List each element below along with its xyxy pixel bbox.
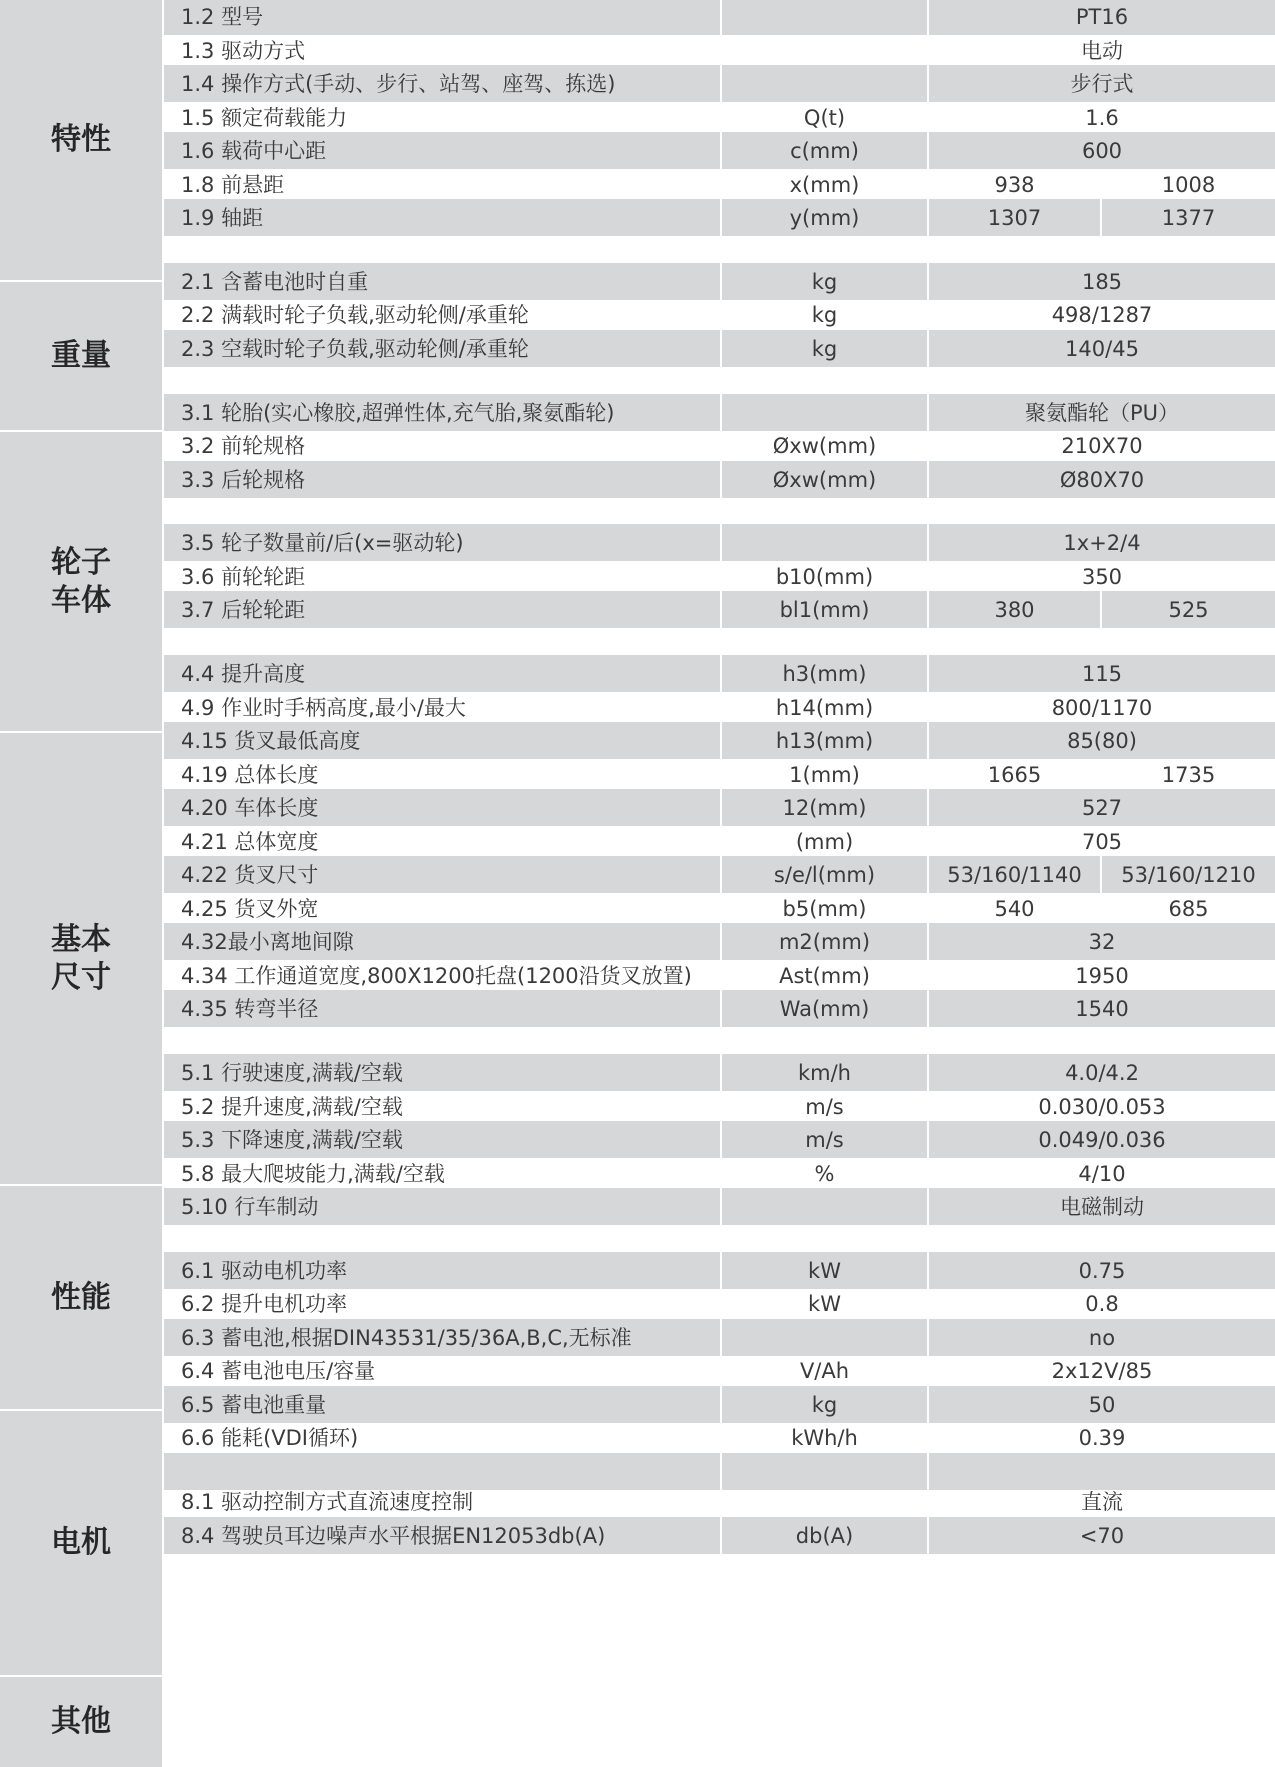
spec-unit: Øxw(mm) <box>722 461 927 498</box>
spec-unit <box>722 524 927 561</box>
spec-unit: 1(mm) <box>789 762 860 787</box>
spec-label: 3.1 轮胎(实心橡胶,超弹性体,充气胎,聚氨酯轮) <box>164 394 720 431</box>
spec-row <box>164 199 1275 236</box>
spec-row <box>164 330 1275 367</box>
spec-label: 5.8 最大爬坡能力,满载/空载 <box>181 1161 445 1186</box>
spec-label: 8.4 驾驶员耳边噪声水平根据EN12053db(A) <box>164 1517 720 1554</box>
spec-row <box>164 1483 1275 1520</box>
spec-value: 210X70 <box>1061 434 1143 459</box>
spec-unit <box>722 32 927 69</box>
spec-label: 1.4 操作方式(手动、步行、站驾、座驾、拣选) <box>164 65 720 102</box>
spec-label: 4.15 货叉最低高度 <box>164 722 720 759</box>
spec-value: 1.6 <box>1085 105 1119 130</box>
spec-value: 电磁制动 <box>929 1188 1275 1225</box>
spec-label: 1.2 型号 <box>164 0 720 35</box>
spec-row <box>164 461 1275 498</box>
spec-value: 185 <box>929 263 1275 300</box>
spec-unit: km/h <box>722 1054 927 1091</box>
spec-row <box>164 1188 1275 1225</box>
spec-row <box>164 524 1275 561</box>
spec-label: 3.2 前轮规格 <box>181 434 306 459</box>
spec-value: 0.75 <box>929 1252 1275 1289</box>
spec-value: 0.39 <box>1078 1426 1126 1451</box>
spec-value-1: 1307 <box>929 199 1100 236</box>
category-label: 轮子 车体 <box>0 432 162 731</box>
spec-unit: db(A) <box>722 1517 927 1554</box>
spec-unit: s/e/l(mm) <box>722 856 927 893</box>
spec-label: 4.32最小离地间隙 <box>164 923 720 960</box>
spec-unit: Q(t) <box>803 105 846 130</box>
spec-label: 6.6 能耗(VDI循环) <box>181 1426 359 1451</box>
spec-row <box>164 856 1275 893</box>
spec-unit: h13(mm) <box>722 722 927 759</box>
spec-label: 5.1 行驶速度,满载/空载 <box>164 1054 720 1091</box>
spec-value: PT16 <box>929 0 1275 35</box>
spec-unit: Wa(mm) <box>722 990 927 1027</box>
spec-row <box>164 1121 1275 1158</box>
spec-value-2: 53/160/1210 <box>1102 856 1275 893</box>
spec-value: 步行式 <box>929 65 1275 102</box>
category-label: 基本 尺寸 <box>0 733 162 1184</box>
spec-value-2: 1377 <box>1102 199 1275 236</box>
spec-value-1: 1665 <box>987 762 1042 787</box>
spec-label: 1.8 前悬距 <box>181 172 285 197</box>
spec-label: 1.6 载荷中心距 <box>164 132 720 169</box>
category-label: 性能 <box>0 1186 162 1409</box>
spec-row <box>164 1386 1275 1423</box>
spec-label: 2.3 空载时轮子负载,驱动轮侧/承重轮 <box>164 330 720 367</box>
spec-unit: V/Ah <box>799 1359 850 1384</box>
spec-value-1: 53/160/1140 <box>929 856 1100 893</box>
spec-label: 5.2 提升速度,满载/空载 <box>181 1094 403 1119</box>
spec-label: 8.1 驱动控制方式直流速度控制 <box>181 1490 474 1515</box>
spec-label: 3.3 后轮规格 <box>164 461 720 498</box>
spec-value: no <box>929 1319 1275 1356</box>
spec-label: 5.3 下降速度,满载/空载 <box>164 1121 720 1158</box>
spec-row <box>164 1285 1275 1322</box>
spec-unit: % <box>814 1161 835 1186</box>
spec-value: 4/10 <box>1078 1161 1126 1186</box>
spec-unit: bl1(mm) <box>722 591 927 628</box>
spec-label: 1.5 额定荷载能力 <box>181 105 348 130</box>
spec-label: 6.2 提升电机功率 <box>181 1292 348 1317</box>
spec-value: 50 <box>929 1386 1275 1423</box>
spec-value-1: 380 <box>929 591 1100 628</box>
spec-row <box>164 558 1275 595</box>
spec-row <box>164 923 1275 960</box>
spec-value: 4.0/4.2 <box>929 1054 1275 1091</box>
spec-label: 4.20 车体长度 <box>164 789 720 826</box>
spec-label: 1.9 轴距 <box>164 199 720 236</box>
spec-value: 85(80) <box>929 722 1275 759</box>
spec-row <box>164 1419 1275 1456</box>
spec-unit: c(mm) <box>722 132 927 169</box>
spec-value: Ø80X70 <box>929 461 1275 498</box>
spec-unit: h14(mm) <box>775 695 874 720</box>
spec-row <box>164 99 1275 136</box>
spec-label: 6.3 蓄电池,根据DIN43531/35/36A,B,C,无标准 <box>164 1319 720 1356</box>
spec-row <box>164 427 1275 464</box>
spec-label: 6.4 蓄电池电压/容量 <box>181 1359 376 1384</box>
spec-value: 1950 <box>1075 963 1129 988</box>
spec-label: 4.34 工作通道宽度,800X1200托盘(1200沿货叉放置) <box>181 963 692 988</box>
spec-label: 4.35 转弯半径 <box>164 990 720 1027</box>
spec-label: 4.4 提升高度 <box>164 655 720 692</box>
spec-label: 3.6 前轮轮距 <box>181 564 306 589</box>
spec-unit: h3(mm) <box>722 655 927 692</box>
spec-row <box>164 296 1275 333</box>
spec-unit <box>722 1188 927 1225</box>
spec-value: 0.049/0.036 <box>929 1121 1275 1158</box>
spec-value: 115 <box>929 655 1275 692</box>
spec-unit <box>722 65 927 102</box>
spec-row <box>164 1252 1275 1289</box>
spec-label: 5.10 行车制动 <box>164 1188 720 1225</box>
spec-value-2: 1735 <box>1161 762 1216 787</box>
spec-label: 6.5 蓄电池重量 <box>164 1386 720 1423</box>
spec-row <box>164 789 1275 826</box>
spec-unit: kWh/h <box>791 1426 858 1451</box>
spec-unit: 12(mm) <box>722 789 927 826</box>
spec-unit: b10(mm) <box>775 564 874 589</box>
spec-unit: m2(mm) <box>722 923 927 960</box>
spec-row <box>164 890 1275 927</box>
spec-value: 800/1170 <box>1051 695 1153 720</box>
spec-value-1: 540 <box>994 896 1035 921</box>
spec-row <box>164 0 1275 35</box>
spec-row <box>164 823 1275 860</box>
spec-unit: kg <box>722 263 927 300</box>
spec-value-2: 1008 <box>1161 172 1216 197</box>
spec-unit: m/s <box>805 1094 844 1119</box>
spec-label: 4.22 货叉尺寸 <box>164 856 720 893</box>
spec-value: 140/45 <box>929 330 1275 367</box>
spec-label: 4.9 作业时手柄高度,最小/最大 <box>181 695 466 720</box>
spec-value-1: 938 <box>994 172 1035 197</box>
spec-value: 705 <box>1081 829 1123 854</box>
spec-row <box>164 263 1275 300</box>
spec-value: 0.030/0.053 <box>1038 1094 1166 1119</box>
category-label: 特性 <box>0 0 162 280</box>
spec-unit <box>722 1319 927 1356</box>
spec-label: 2.1 含蓄电池时自重 <box>164 263 720 300</box>
spec-unit <box>722 1483 927 1520</box>
spec-value: 1x+2/4 <box>929 524 1275 561</box>
spec-unit <box>722 0 927 35</box>
spec-value: 527 <box>929 789 1275 826</box>
spec-row <box>164 1155 1275 1192</box>
spec-row <box>164 1319 1275 1356</box>
spec-value-2: 685 <box>1168 896 1209 921</box>
spec-unit: kW <box>722 1252 927 1289</box>
spec-row <box>164 722 1275 759</box>
spec-row <box>164 32 1275 69</box>
spec-row <box>164 756 1275 793</box>
spec-unit: kW <box>808 1292 841 1317</box>
spec-row <box>164 166 1275 203</box>
spec-unit: m/s <box>722 1121 927 1158</box>
spec-unit: kg <box>811 303 838 328</box>
spec-label: 4.21 总体宽度 <box>181 829 319 854</box>
spec-label: 2.2 满载时轮子负载,驱动轮侧/承重轮 <box>181 303 529 328</box>
spec-label: 3.7 后轮轮距 <box>164 591 720 628</box>
spec-row <box>164 1088 1275 1125</box>
spec-value: 电动 <box>1081 38 1123 63</box>
spec-value: 直流 <box>1081 1490 1123 1515</box>
spec-row <box>164 689 1275 726</box>
spec-unit: y(mm) <box>722 199 927 236</box>
spec-row <box>164 65 1275 102</box>
spec-label: 4.25 货叉外宽 <box>181 896 319 921</box>
category-label: 电机 <box>0 1411 162 1675</box>
spec-label: 4.19 总体长度 <box>181 762 319 787</box>
spec-row <box>164 1352 1275 1389</box>
spec-unit: (mm) <box>795 829 854 854</box>
spec-row <box>164 132 1275 169</box>
spec-row <box>164 591 1275 628</box>
spec-value: 350 <box>1081 564 1123 589</box>
spec-value: 32 <box>929 923 1275 960</box>
spec-label: 3.5 轮子数量前/后(x=驱动轮) <box>164 524 720 561</box>
spec-unit <box>722 394 927 431</box>
spec-unit: kg <box>722 1386 927 1423</box>
spec-unit: Øxw(mm) <box>772 434 877 459</box>
spec-row <box>164 1054 1275 1091</box>
category-label: 重量 <box>0 282 162 430</box>
spec-value: 1540 <box>929 990 1275 1027</box>
spec-unit: x(mm) <box>789 172 860 197</box>
spec-label: 6.1 驱动电机功率 <box>164 1252 720 1289</box>
spec-label: 1.3 驱动方式 <box>181 38 306 63</box>
spec-value: <70 <box>929 1517 1275 1554</box>
spec-row <box>164 990 1275 1027</box>
spec-unit: b5(mm) <box>782 896 867 921</box>
spec-value: 600 <box>929 132 1275 169</box>
spec-value: 0.8 <box>1085 1292 1119 1317</box>
spec-value-2: 525 <box>1102 591 1275 628</box>
spec-row <box>164 655 1275 692</box>
spec-row <box>164 1517 1275 1554</box>
spec-unit: kg <box>722 330 927 367</box>
spec-value: 聚氨酯轮（PU） <box>929 394 1275 431</box>
category-label: 其他 <box>0 1677 162 1767</box>
spec-value: 2x12V/85 <box>1051 1359 1153 1384</box>
spec-value: 498/1287 <box>1051 303 1153 328</box>
spec-row <box>164 957 1275 994</box>
spec-row <box>164 394 1275 431</box>
spec-unit: Ast(mm) <box>779 963 870 988</box>
